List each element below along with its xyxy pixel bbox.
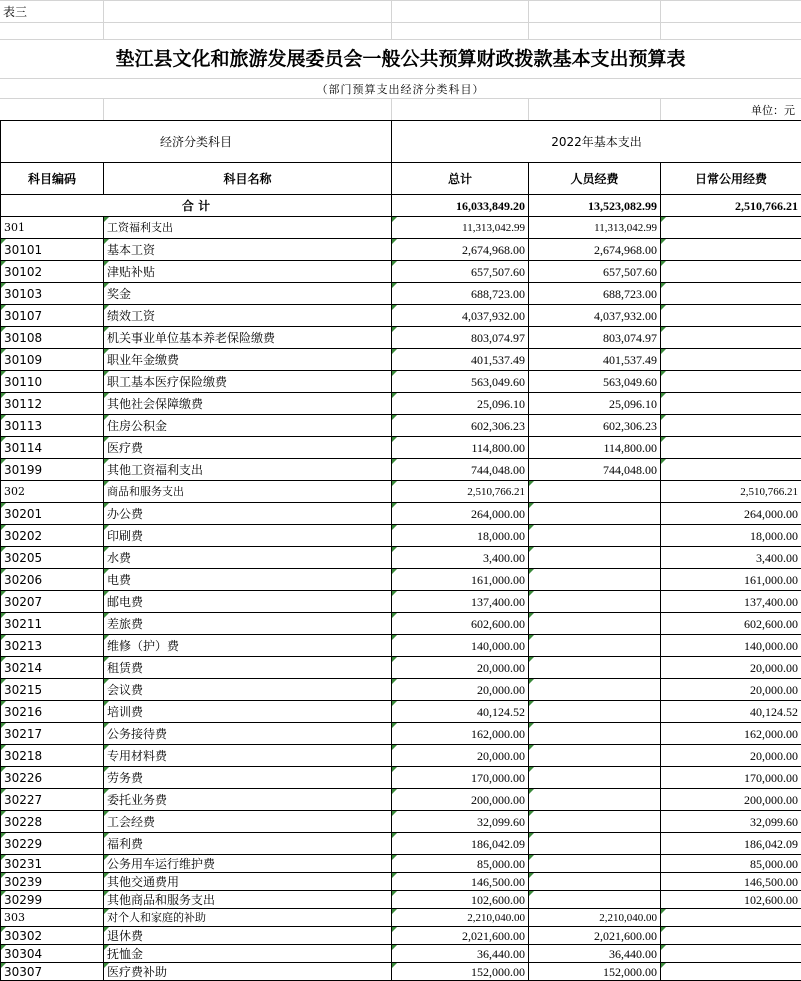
row-public bbox=[661, 305, 801, 327]
row-total: 264,000.00 bbox=[392, 503, 529, 525]
row-public bbox=[661, 963, 801, 981]
row-personnel: 4,037,932.00 bbox=[529, 305, 661, 327]
row-public: 186,042.09 bbox=[661, 833, 801, 855]
row-public bbox=[661, 437, 801, 459]
row-total: 2,210,040.00 bbox=[392, 909, 529, 927]
table-row bbox=[1, 393, 801, 415]
total-label: 合 计 bbox=[1, 195, 392, 217]
header-public: 日常公用经费 bbox=[661, 163, 801, 195]
table-row bbox=[1, 927, 801, 945]
table-row bbox=[1, 349, 801, 371]
row-name: 奖金 bbox=[104, 283, 392, 305]
row-public: 162,000.00 bbox=[661, 723, 801, 745]
row-public: 3,400.00 bbox=[661, 547, 801, 569]
row-code: 30299 bbox=[1, 891, 104, 909]
row-total: 563,049.60 bbox=[392, 371, 529, 393]
row-code: 30304 bbox=[1, 945, 104, 963]
row-code: 30109 bbox=[1, 349, 104, 371]
row-total: 170,000.00 bbox=[392, 767, 529, 789]
row-code: 30114 bbox=[1, 437, 104, 459]
row-code: 30113 bbox=[1, 415, 104, 437]
total-sum: 16,033,849.20 bbox=[392, 195, 529, 217]
row-name: 劳务费 bbox=[104, 767, 392, 789]
table-row bbox=[1, 525, 801, 547]
row-name: 其他商品和服务支出 bbox=[104, 891, 392, 909]
total-personnel: 13,523,082.99 bbox=[529, 195, 661, 217]
table-row bbox=[1, 591, 801, 613]
row-code: 30201 bbox=[1, 503, 104, 525]
table-row bbox=[1, 945, 801, 963]
row-public: 20,000.00 bbox=[661, 657, 801, 679]
row-public: 602,600.00 bbox=[661, 613, 801, 635]
table-row bbox=[1, 613, 801, 635]
row-code: 301 bbox=[1, 217, 104, 239]
row-name: 水费 bbox=[104, 547, 392, 569]
row-code: 30207 bbox=[1, 591, 104, 613]
row-personnel: 803,074.97 bbox=[529, 327, 661, 349]
row-personnel bbox=[529, 745, 661, 767]
row-code: 30302 bbox=[1, 927, 104, 945]
row-personnel bbox=[529, 503, 661, 525]
table-row bbox=[1, 305, 801, 327]
row-total: 18,000.00 bbox=[392, 525, 529, 547]
row-public: 146,500.00 bbox=[661, 873, 801, 891]
row-personnel bbox=[529, 855, 661, 873]
row-personnel bbox=[529, 723, 661, 745]
row-total: 25,096.10 bbox=[392, 393, 529, 415]
row-code: 30107 bbox=[1, 305, 104, 327]
row-public bbox=[661, 371, 801, 393]
row-total: 2,510,766.21 bbox=[392, 481, 529, 503]
row-total: 803,074.97 bbox=[392, 327, 529, 349]
row-public bbox=[661, 909, 801, 927]
row-name: 退休费 bbox=[104, 927, 392, 945]
total-row bbox=[1, 195, 801, 217]
row-code: 30229 bbox=[1, 833, 104, 855]
row-total: 186,042.09 bbox=[392, 833, 529, 855]
row-personnel bbox=[529, 891, 661, 909]
row-total: 114,800.00 bbox=[392, 437, 529, 459]
row-personnel bbox=[529, 701, 661, 723]
row-code: 30218 bbox=[1, 745, 104, 767]
row-personnel bbox=[529, 613, 661, 635]
table-row bbox=[1, 569, 801, 591]
row-name: 印刷费 bbox=[104, 525, 392, 547]
table-row bbox=[1, 261, 801, 283]
row-name: 公务用车运行维护费 bbox=[104, 855, 392, 873]
header-econ-class: 经济分类科目 bbox=[1, 121, 392, 163]
row-public: 264,000.00 bbox=[661, 503, 801, 525]
header-code: 科目编码 bbox=[1, 163, 104, 195]
row-code: 30213 bbox=[1, 635, 104, 657]
table-row bbox=[1, 789, 801, 811]
row-personnel: 152,000.00 bbox=[529, 963, 661, 981]
row-name: 其他交通费用 bbox=[104, 873, 392, 891]
row-total: 2,674,968.00 bbox=[392, 239, 529, 261]
row-name: 住房公积金 bbox=[104, 415, 392, 437]
table-row bbox=[1, 239, 801, 261]
row-code: 30217 bbox=[1, 723, 104, 745]
unit-label: 单位：元 bbox=[751, 104, 795, 117]
row-code: 30108 bbox=[1, 327, 104, 349]
table-row bbox=[1, 657, 801, 679]
table-group-row bbox=[1, 481, 801, 503]
row-total: 85,000.00 bbox=[392, 855, 529, 873]
row-total: 20,000.00 bbox=[392, 745, 529, 767]
row-code: 30202 bbox=[1, 525, 104, 547]
row-code: 30216 bbox=[1, 701, 104, 723]
row-total: 688,723.00 bbox=[392, 283, 529, 305]
row-code: 30199 bbox=[1, 459, 104, 481]
row-total: 11,313,042.99 bbox=[392, 217, 529, 239]
row-name: 邮电费 bbox=[104, 591, 392, 613]
header-total: 总计 bbox=[392, 163, 529, 195]
row-personnel bbox=[529, 481, 661, 503]
table-row bbox=[1, 635, 801, 657]
row-personnel bbox=[529, 635, 661, 657]
table-row bbox=[1, 371, 801, 393]
row-name: 差旅费 bbox=[104, 613, 392, 635]
row-name: 基本工资 bbox=[104, 239, 392, 261]
row-name: 培训费 bbox=[104, 701, 392, 723]
row-personnel: 11,313,042.99 bbox=[529, 217, 661, 239]
row-personnel: 2,674,968.00 bbox=[529, 239, 661, 261]
table-row bbox=[1, 503, 801, 525]
row-total: 657,507.60 bbox=[392, 261, 529, 283]
row-name: 职工基本医疗保险缴费 bbox=[104, 371, 392, 393]
row-code: 30307 bbox=[1, 963, 104, 981]
row-code: 30110 bbox=[1, 371, 104, 393]
total-public: 2,510,766.21 bbox=[661, 195, 801, 217]
row-total: 40,124.52 bbox=[392, 701, 529, 723]
row-personnel: 563,049.60 bbox=[529, 371, 661, 393]
row-total: 602,600.00 bbox=[392, 613, 529, 635]
table-group-row bbox=[1, 217, 801, 239]
row-code: 303 bbox=[1, 909, 104, 927]
table-row bbox=[1, 547, 801, 569]
row-name: 租赁费 bbox=[104, 657, 392, 679]
header-personnel: 人员经费 bbox=[529, 163, 661, 195]
table-row bbox=[1, 855, 801, 873]
row-public bbox=[661, 945, 801, 963]
row-public bbox=[661, 349, 801, 371]
table-row bbox=[1, 437, 801, 459]
row-public: 137,400.00 bbox=[661, 591, 801, 613]
row-name: 对个人和家庭的补助 bbox=[104, 909, 392, 927]
row-total: 162,000.00 bbox=[392, 723, 529, 745]
row-code: 30214 bbox=[1, 657, 104, 679]
row-total: 602,306.23 bbox=[392, 415, 529, 437]
row-code: 30231 bbox=[1, 855, 104, 873]
row-personnel: 401,537.49 bbox=[529, 349, 661, 371]
table-row bbox=[1, 701, 801, 723]
row-code: 30205 bbox=[1, 547, 104, 569]
row-name: 商品和服务支出 bbox=[104, 481, 392, 503]
table-group-row bbox=[1, 909, 801, 927]
row-code: 30227 bbox=[1, 789, 104, 811]
table-row bbox=[1, 459, 801, 481]
row-total: 20,000.00 bbox=[392, 679, 529, 701]
row-public: 200,000.00 bbox=[661, 789, 801, 811]
row-total: 2,021,600.00 bbox=[392, 927, 529, 945]
row-personnel: 744,048.00 bbox=[529, 459, 661, 481]
row-public: 20,000.00 bbox=[661, 679, 801, 701]
table-row bbox=[1, 767, 801, 789]
row-personnel: 114,800.00 bbox=[529, 437, 661, 459]
table-row bbox=[1, 283, 801, 305]
table-row bbox=[1, 415, 801, 437]
row-total: 200,000.00 bbox=[392, 789, 529, 811]
row-public bbox=[661, 217, 801, 239]
row-personnel: 688,723.00 bbox=[529, 283, 661, 305]
row-code: 30101 bbox=[1, 239, 104, 261]
budget-table bbox=[0, 120, 801, 981]
row-name: 其他社会保障缴费 bbox=[104, 393, 392, 415]
row-public bbox=[661, 415, 801, 437]
row-name: 办公费 bbox=[104, 503, 392, 525]
row-name: 医疗费补助 bbox=[104, 963, 392, 981]
row-public: 140,000.00 bbox=[661, 635, 801, 657]
table-row bbox=[1, 811, 801, 833]
row-public bbox=[661, 393, 801, 415]
row-personnel: 2,021,600.00 bbox=[529, 927, 661, 945]
row-total: 161,000.00 bbox=[392, 569, 529, 591]
row-public: 20,000.00 bbox=[661, 745, 801, 767]
row-public: 85,000.00 bbox=[661, 855, 801, 873]
page-title: 垫江县文化和旅游发展委员会一般公共预算财政拨款基本支出预算表 bbox=[115, 48, 686, 70]
row-public bbox=[661, 327, 801, 349]
row-personnel: 2,210,040.00 bbox=[529, 909, 661, 927]
header-name: 科目名称 bbox=[104, 163, 392, 195]
row-personnel bbox=[529, 811, 661, 833]
row-name: 委托业务费 bbox=[104, 789, 392, 811]
page-subtitle: （部门预算支出经济分类科目） bbox=[316, 83, 485, 96]
row-code: 30211 bbox=[1, 613, 104, 635]
row-code: 30206 bbox=[1, 569, 104, 591]
row-name: 公务接待费 bbox=[104, 723, 392, 745]
row-total: 146,500.00 bbox=[392, 873, 529, 891]
row-personnel bbox=[529, 873, 661, 891]
row-name: 津贴补贴 bbox=[104, 261, 392, 283]
row-public: 161,000.00 bbox=[661, 569, 801, 591]
table-row bbox=[1, 723, 801, 745]
row-name: 维修（护）费 bbox=[104, 635, 392, 657]
row-code: 30112 bbox=[1, 393, 104, 415]
row-name: 工资福利支出 bbox=[104, 217, 392, 239]
row-personnel: 657,507.60 bbox=[529, 261, 661, 283]
row-code: 30226 bbox=[1, 767, 104, 789]
row-personnel bbox=[529, 679, 661, 701]
row-total: 20,000.00 bbox=[392, 657, 529, 679]
row-total: 137,400.00 bbox=[392, 591, 529, 613]
row-personnel bbox=[529, 767, 661, 789]
row-name: 福利费 bbox=[104, 833, 392, 855]
row-total: 744,048.00 bbox=[392, 459, 529, 481]
table-row bbox=[1, 963, 801, 981]
row-total: 140,000.00 bbox=[392, 635, 529, 657]
row-total: 32,099.60 bbox=[392, 811, 529, 833]
row-personnel bbox=[529, 525, 661, 547]
row-name: 电费 bbox=[104, 569, 392, 591]
row-personnel bbox=[529, 547, 661, 569]
row-name: 专用材料费 bbox=[104, 745, 392, 767]
table-row bbox=[1, 833, 801, 855]
row-total: 4,037,932.00 bbox=[392, 305, 529, 327]
table-row bbox=[1, 679, 801, 701]
row-name: 医疗费 bbox=[104, 437, 392, 459]
row-personnel: 25,096.10 bbox=[529, 393, 661, 415]
row-name: 抚恤金 bbox=[104, 945, 392, 963]
row-personnel bbox=[529, 833, 661, 855]
row-personnel bbox=[529, 569, 661, 591]
row-personnel bbox=[529, 657, 661, 679]
row-personnel bbox=[529, 591, 661, 613]
table-row bbox=[1, 873, 801, 891]
row-total: 401,537.49 bbox=[392, 349, 529, 371]
row-total: 36,440.00 bbox=[392, 945, 529, 963]
row-total: 3,400.00 bbox=[392, 547, 529, 569]
row-code: 30215 bbox=[1, 679, 104, 701]
row-code: 30103 bbox=[1, 283, 104, 305]
row-name: 职业年金缴费 bbox=[104, 349, 392, 371]
sheet-label: 表三 bbox=[3, 5, 28, 19]
row-total: 152,000.00 bbox=[392, 963, 529, 981]
row-public bbox=[661, 283, 801, 305]
row-public: 40,124.52 bbox=[661, 701, 801, 723]
row-personnel bbox=[529, 789, 661, 811]
row-public: 102,600.00 bbox=[661, 891, 801, 909]
row-name: 工会经费 bbox=[104, 811, 392, 833]
table-row bbox=[1, 891, 801, 909]
row-public bbox=[661, 927, 801, 945]
row-public: 2,510,766.21 bbox=[661, 481, 801, 503]
row-public: 18,000.00 bbox=[661, 525, 801, 547]
row-name: 绩效工资 bbox=[104, 305, 392, 327]
table-row bbox=[1, 327, 801, 349]
row-code: 30239 bbox=[1, 873, 104, 891]
row-public bbox=[661, 261, 801, 283]
row-code: 30228 bbox=[1, 811, 104, 833]
row-public: 32,099.60 bbox=[661, 811, 801, 833]
row-public bbox=[661, 459, 801, 481]
row-name: 机关事业单位基本养老保险缴费 bbox=[104, 327, 392, 349]
row-personnel: 36,440.00 bbox=[529, 945, 661, 963]
row-public: 170,000.00 bbox=[661, 767, 801, 789]
row-public bbox=[661, 239, 801, 261]
row-name: 其他工资福利支出 bbox=[104, 459, 392, 481]
header-year-basic: 2022年基本支出 bbox=[392, 121, 801, 163]
row-name: 会议费 bbox=[104, 679, 392, 701]
row-code: 30102 bbox=[1, 261, 104, 283]
row-code: 302 bbox=[1, 481, 104, 503]
row-personnel: 602,306.23 bbox=[529, 415, 661, 437]
table-row bbox=[1, 745, 801, 767]
row-total: 102,600.00 bbox=[392, 891, 529, 909]
